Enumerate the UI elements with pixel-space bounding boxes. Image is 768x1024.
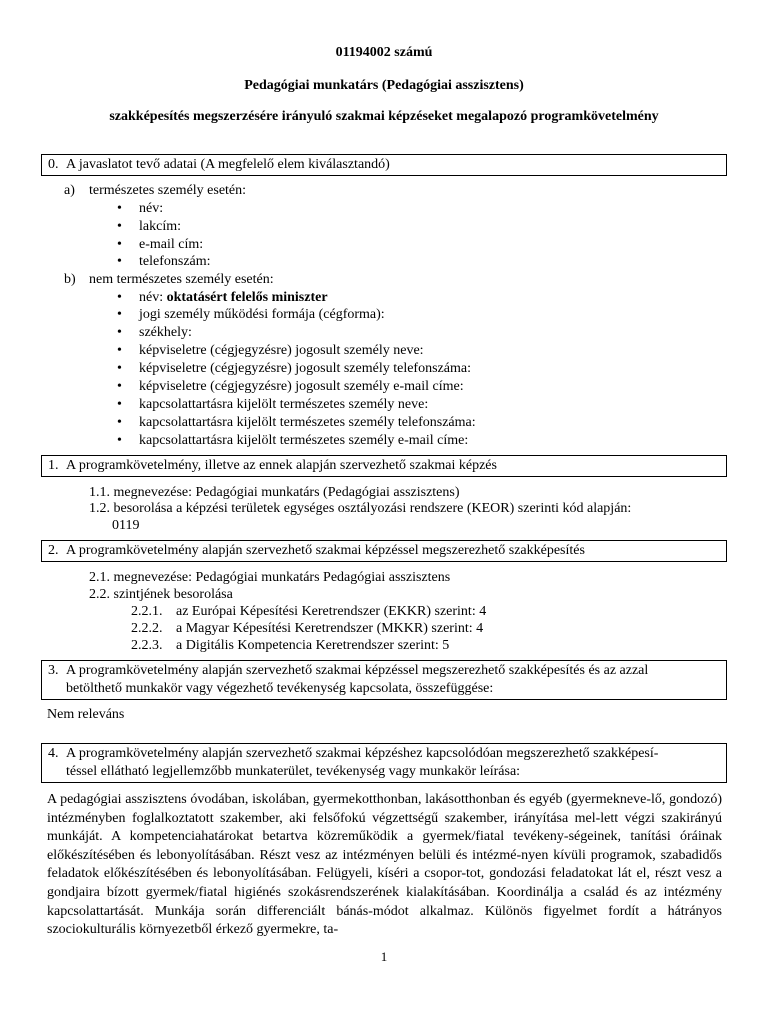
section-3-heading-line-2: betölthető munkakör vagy végezhető tevékenység kapcsolata, összefüggése:	[66, 681, 494, 696]
section-0-a-label: a)	[64, 183, 75, 198]
section-3-heading-line-1: A programkövetelmény alapján szervezhető szakmai képzéssel megszerezhető szakképesítés és az azzal	[66, 663, 649, 678]
level-digital-number: 2.2.3.	[131, 638, 163, 653]
section-2-item-1: 2.1. megnevezése: Pedagógiai munkatárs Pedagógiai asszisztens	[89, 570, 451, 585]
section-1-number: 1.	[48, 458, 59, 473]
document-name: Pedagógiai munkatárs (Pedagógiai asszisztens)	[244, 78, 524, 93]
section-0-a-text: természetes személy esetén:	[89, 183, 247, 198]
level-mkkr: a Magyar Képesítési Keretrendszer (MKKR) szerint: 4	[176, 621, 484, 636]
keor-code: 0119	[112, 518, 140, 533]
document-page: 01194002 számú Pedagógiai munkatárs (Pedagógiai asszisztens) szakképesítés megszerzésére irányuló szakmai képzéseket megalapozó programkövetelmény 0. A javaslatot tevő adatai (A megfelelő elem kiválasztandó) a) természetes személy esetén: név: lakcím: e-mail cím: telefonszám: b) nem természetes személy esetén: név: oktatásért felelős miniszter jogi személy működési formája (cégforma): székhely: képviseletre (cégjegyzésre) jogosult személy neve: képviseletre (cégjegyzésre) jogosult személy telefonszáma: képviseletre (cégjegyzésre) jogosult személy e-mail címe: kapcsolattartásra kijelölt természetes személy neve: kapcsolattartásra kijelölt természetes személy telefonszáma: kapcsolattartásra kijelölt természetes személy e-mail címe: 1. A programkövetelmény, illetve az ennek alapján szervezhető szakmai képzés 1.1. megnevezése: Pedagógiai munkatárs (Pedagógiai asszisztens) 1.2. besorolása a képzési területek egységes osztályozási rendszere (KEOR) szerinti kód alapján: 0119 2. A programkövetelmény alapján szervezhető szakmai képzéssel megszerezhető szakképesítés 2.1. megnevezése: Pedagógiai munkatárs Pedagógiai asszisztens 2.2. szintjének besorolása 2.2.1. az Európai Képesítési Keretrendszer (EKKR) szerint: 4 2.2.2. a Magyar Képesítési Keretrendszer (MKKR) szerint: 4 2.2.3. a Digitális Kompetencia Keretrendszer szerint: 5 3. A programkövetelmény alapján szervezhető szakmai képzéssel megszerezhető szakképesítés és az azzal betölthető munkakör vagy végezhető tevékenység kapcsolata, összefüggése: Nem releváns 4. A programkövetelmény alapján szervezhető szakmai képzéshez kapcsolódóan megszerezhető szakképesí- téssel ellátható legjellemzőbb munkaterület, tevékenység vagy munkakör leírása: A pedagógiai asszisztens óvodában, iskolában, gyermekotthonban, lakásotthonban és egyéb (gyermekneve-lő, gondozó) intézményben foglalkoztatott szakember, aki felsőfokú végzettségű szakember, irányítása mel-lett végzi szakirányú munkáját. A kompetenciahatárokat betartva közreműködik a gyermek/fiatal tevékeny-ségeinek, tanítási óráinak előkészítésében és lebonyolításában. Részt vesz az intézményen belüli és intézmé-nyen kívüli programok, szabadidős feladatok előkészítésében és lebonyolításában. Felügyeli, kíséri a csopor-tot, gondozási feladatokat lát el, részt vesz a gondjaira bízott gyermek/fiatal higiénés szokásrendszerének kialakításában. Koordinálja a család és az intézmény kapcsolattartását. Munkája során differenciált bánás-módot alkalmaz. Különös figyelmet fordít a hátrányos szociokulturális környezetből érkező gyermekre, ta- 1	[0, 0, 768, 1024]
section-4-heading-line-2: téssel ellátható legjellemzőbb munkaterület, tevékenység vagy munkakör leírása:	[66, 764, 521, 779]
level-ekkr: az Európai Képesítési Keretrendszer (EKKR) szerint: 4	[176, 604, 487, 619]
section-3-number: 3.	[48, 663, 59, 678]
section-3-answer: Nem releváns	[47, 707, 125, 722]
section-1-heading-box	[41, 455, 727, 477]
level-digital: a Digitális Kompetencia Keretrendszer szerint: 5	[176, 638, 450, 653]
section-1-heading: A programkövetelmény, illetve az ennek alapján szervezhető szakmai képzés	[66, 458, 497, 473]
level-mkkr-number: 2.2.2.	[131, 621, 163, 636]
section-2-item-2: 2.2. szintjének besorolása	[89, 587, 233, 602]
section-4-heading-line-1: A programkövetelmény alapján szervezhető szakmai képzéshez kapcsolódóan megszerezhető szakképesí-	[66, 746, 659, 761]
document-subtitle: szakképesítés megszerzésére irányuló szakmai képzéseket megalapozó programkövetelmény	[109, 109, 659, 124]
section-4-number: 4.	[48, 746, 59, 761]
section-1-item-2: 1.2. besorolása a képzési területek egységes osztályozási rendszere (KEOR) szerinti kód alapján:	[89, 501, 632, 516]
section-4-heading-box	[41, 743, 727, 783]
minister-name: oktatásért felelős miniszter	[166, 290, 328, 305]
document-code: 01194002 számú	[335, 45, 433, 60]
section-0-heading: A javaslatot tevő adatai (A megfelelő elem kiválasztandó)	[66, 157, 390, 172]
section-0-b-text: nem természetes személy esetén:	[89, 272, 274, 287]
page-number: 1	[380, 949, 388, 964]
level-ekkr-number: 2.2.1.	[131, 604, 163, 619]
section-1-item-1: 1.1. megnevezése: Pedagógiai munkatárs (Pedagógiai asszisztens)	[89, 485, 460, 500]
section-0-number: 0.	[48, 157, 59, 172]
section-0-heading-box	[41, 154, 727, 176]
section-2-number: 2.	[48, 543, 59, 558]
section-2-heading-box	[41, 540, 727, 562]
section-4-paragraph: A pedagógiai asszisztens óvodában, iskolában, gyermekotthonban, lakásotthonban és egyéb (gyermekneve-lő, gondozó) intézményben foglalkoztatott szakember, aki felsőfokú végzettségű szakember, irányítása mel-lett végzi szakirányú munkáját. A kompetenciahatárokat betartva közreműködik a gyermek/fiatal tevékeny-ségeinek, tanítási óráinak előkészítésében és lebonyolításában. Részt vesz az intézményen belüli és intézmé-nyen kívüli programok, szabadidős feladatok előkészítésében és lebonyolításában. Felügyeli, kíséri a csopor-tot, gondozási feladatokat lát el, részt vesz a gondjaira bízott gyermek/fiatal higiénés szokásrendszerének kialakításában. Koordinálja a család és az intézmény kapcsolattartását. Munkája során differenciált bánás-módot alkalmaz. Különös figyelmet fordít a hátrányos szociokulturális környezetből érkező gyermekre, ta-	[47, 792, 722, 938]
section-0-b-label: b)	[64, 272, 76, 287]
section-3-heading-box	[41, 660, 727, 700]
section-2-heading: A programkövetelmény alapján szervezhető szakmai képzéssel megszerezhető szakképesítés	[66, 543, 585, 558]
